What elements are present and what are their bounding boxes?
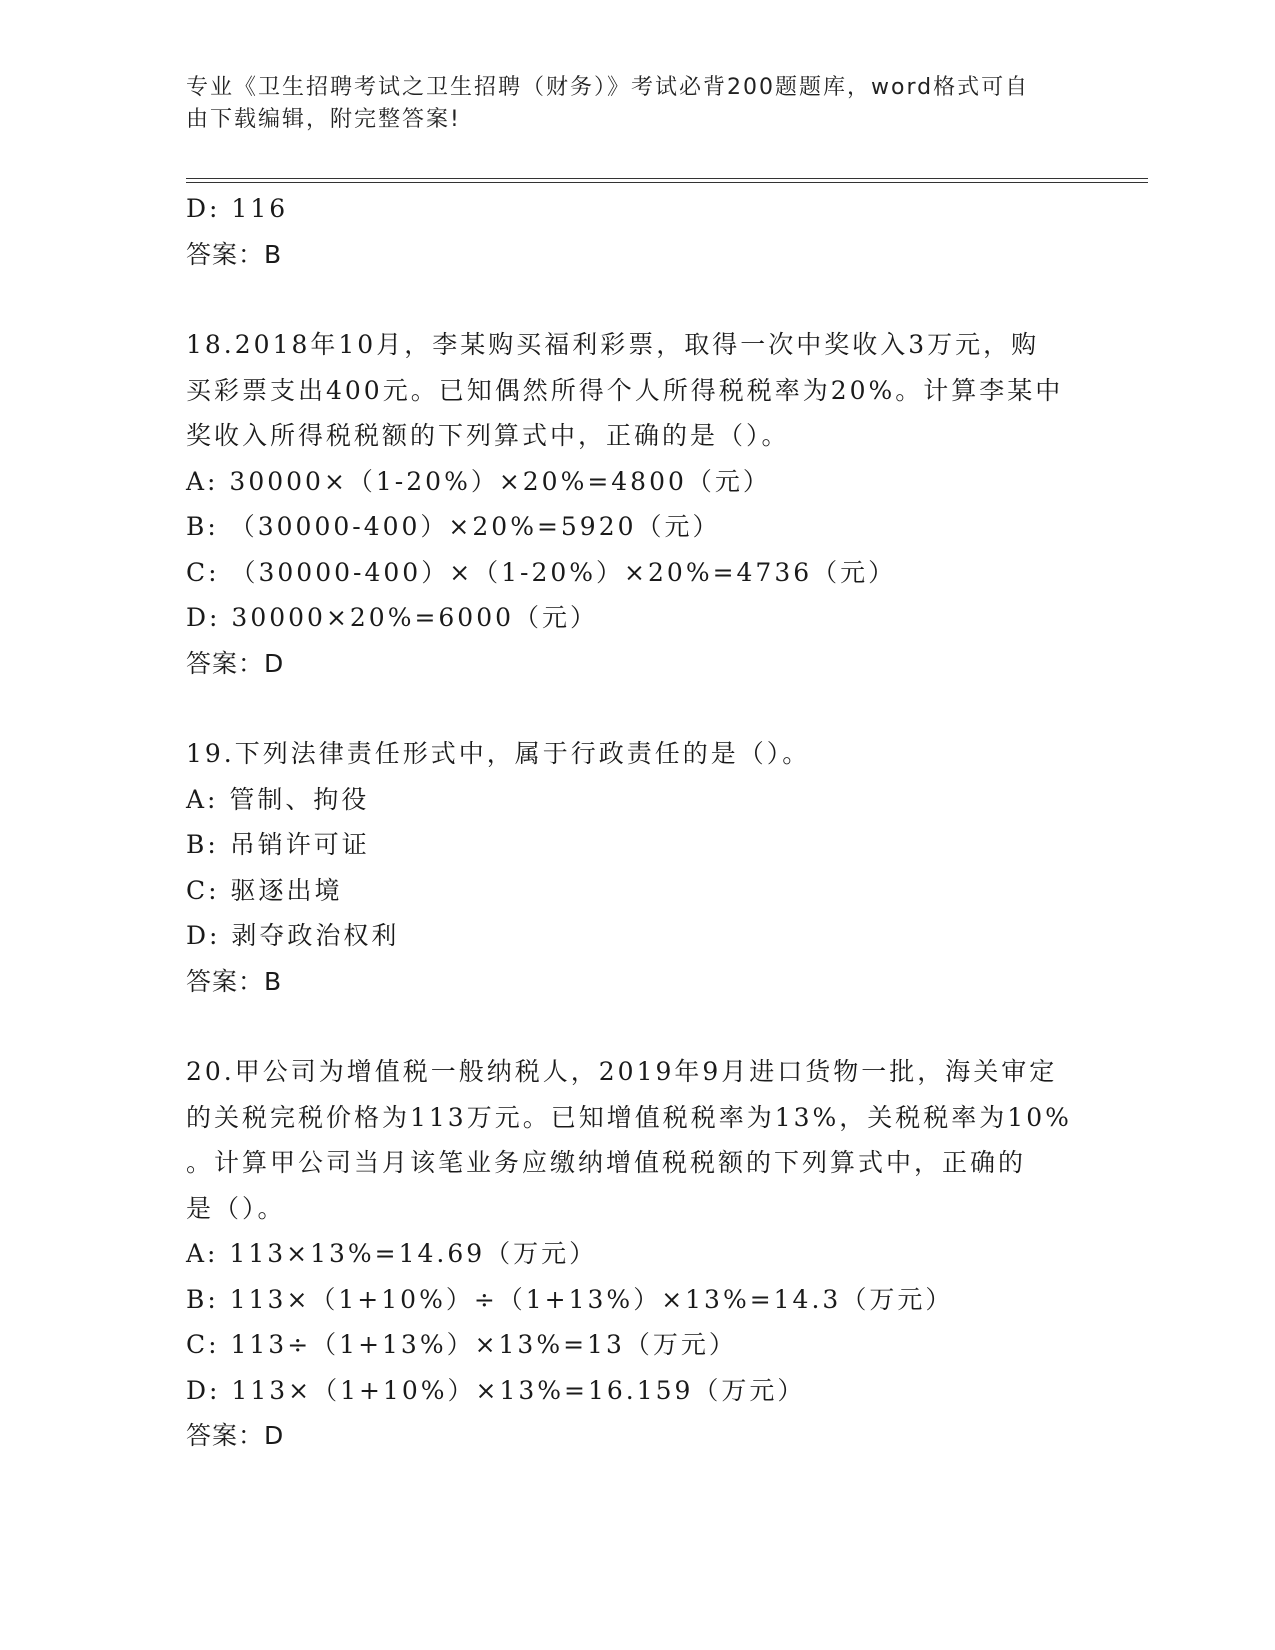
question-text-line: 19.下列法律责任形式中，属于行政责任的是（）。 <box>186 739 811 768</box>
question-text-line: 18.2018年10月，李某购买福利彩票，取得一次中奖收入3万元，购 <box>186 330 1040 359</box>
option-c: C: 113÷（1+13%）×13%=13（万元） <box>186 1330 737 1359</box>
question-text-line: 是（）。 <box>186 1193 286 1223</box>
header-divider-bottom <box>186 182 1148 183</box>
question-text-line: 买彩票支出400元。已知偶然所得个人所得税税率为20%。计算李某中 <box>186 375 1064 405</box>
option-d: D: 剥夺政治权利 <box>186 921 400 950</box>
question-text-line: 的关税完税价格为113万元。已知增值税税率为13%，关税税率为10% <box>186 1102 1072 1132</box>
document-body <box>186 186 1086 1459</box>
question-text-line: 。计算甲公司当月该笔业务应缴纳增值税税额的下列算式中，正确的 <box>186 1148 1027 1177</box>
option-b: B: （30000-400）×20%=5920（元） <box>186 512 721 541</box>
option-b: B: 吊销许可证 <box>186 830 370 859</box>
question-20 <box>186 1049 1086 1459</box>
spacer <box>186 1004 1086 1049</box>
answer-line: 答案：B <box>186 239 283 269</box>
option-d: D: 116 <box>186 194 289 223</box>
answer-line: 答案：D <box>186 1421 285 1450</box>
option-d: D: 30000×20%=6000（元） <box>186 603 599 632</box>
question-19 <box>186 731 1086 1004</box>
header-line-1: 专业《卫生招聘考试之卫生招聘（财务）》考试必背200题题库，word格式可自 <box>186 75 1030 100</box>
document-header <box>186 72 1066 136</box>
option-b: B: 113×（1+10%）÷（1+13%）×13%=14.3（万元） <box>186 1284 954 1314</box>
question-18 <box>186 322 1086 686</box>
answer-line: 答案：D <box>186 648 285 678</box>
spacer <box>186 277 1086 322</box>
question-text-line: 奖收入所得税税额的下列算式中，正确的是（）。 <box>186 421 790 450</box>
spacer <box>186 686 1086 731</box>
header-line-2: 由下载编辑，附完整答案! <box>186 107 461 132</box>
option-a: A: 113×13%=14.69（万元） <box>186 1239 598 1268</box>
option-a: A: 管制、拘役 <box>186 784 370 814</box>
option-a: A: 30000×（1-20%）×20%=4800（元） <box>186 466 771 496</box>
header-divider-top <box>186 178 1148 179</box>
answer-line: 答案：B <box>186 966 283 996</box>
option-d: D: 113×（1+10%）×13%=16.159（万元） <box>186 1375 806 1405</box>
previous-question-tail <box>186 186 1086 277</box>
option-c: C: 驱逐出境 <box>186 875 343 905</box>
option-c: C: （30000-400）×（1-20%）×20%=4736（元） <box>186 557 897 587</box>
question-text-line: 20.甲公司为增值税一般纳税人，2019年9月进口货物一批，海关审定 <box>186 1057 1058 1086</box>
